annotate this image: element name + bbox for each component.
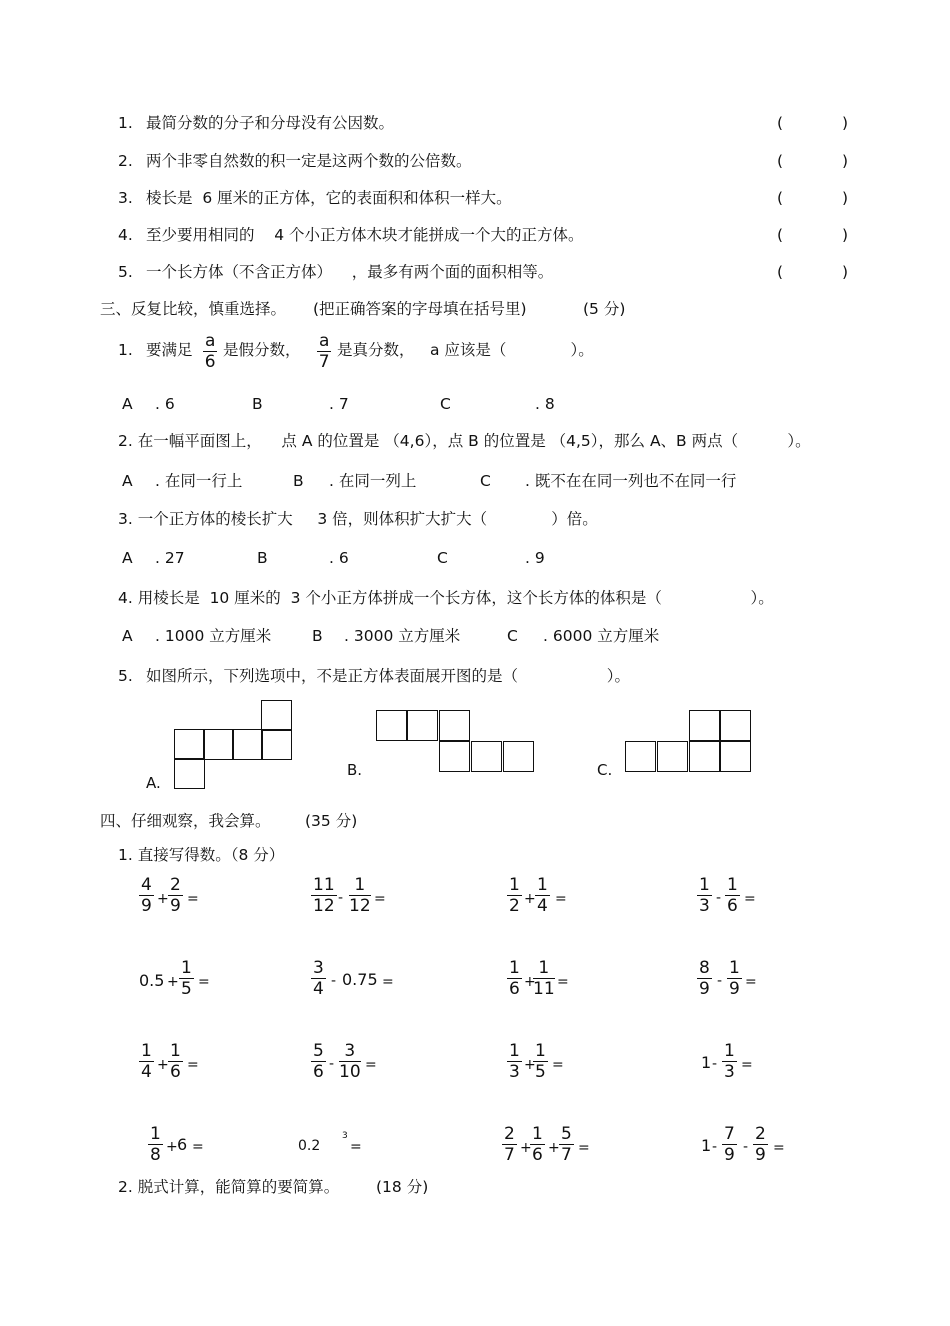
numerator: 1 [537, 875, 548, 895]
denominator: 4 [537, 896, 548, 916]
net-square [232, 729, 263, 760]
numerator: 1 [181, 958, 192, 978]
numerator: 5 [561, 1124, 572, 1144]
fraction [722, 1126, 737, 1164]
fraction [727, 960, 742, 998]
section3-score: (5 分) [583, 300, 626, 318]
net-square [261, 700, 292, 731]
plus: + [520, 1140, 532, 1156]
numerator: 1 [170, 1041, 181, 1061]
denominator: 12 [313, 896, 335, 916]
net-square [503, 741, 534, 772]
q1-option-b-letter[interactable]: B [252, 395, 263, 413]
numerator: 1 [535, 1041, 546, 1061]
numerator: 1 [141, 1041, 152, 1061]
fraction [535, 877, 550, 915]
q1-frac1-num: a [205, 331, 216, 351]
fraction [502, 1126, 517, 1164]
fraction [349, 877, 371, 915]
denominator: 2 [509, 896, 520, 916]
net-square [261, 729, 292, 760]
numerator: 8 [699, 958, 710, 978]
equals[interactable]: = [192, 1139, 204, 1155]
q4-option-a-text: . 1000 立方厘米 [155, 627, 272, 645]
denominator: 4 [313, 979, 324, 999]
q2-option-b-letter[interactable]: B [293, 472, 304, 490]
denominator: 8 [150, 1145, 161, 1165]
judge-2-text: 两个非零自然数的积一定是这两个数的公倍数。 [146, 152, 472, 170]
q1-frac2-den: 7 [318, 352, 330, 372]
net-square [174, 729, 205, 760]
net-square [720, 710, 751, 741]
numerator: 3 [344, 1041, 356, 1061]
q1-option-c-text: . 8 [535, 395, 555, 413]
fraction [179, 960, 194, 998]
fraction [168, 1043, 183, 1081]
numerator: 5 [313, 1041, 324, 1061]
figure-b-label: B. [347, 761, 363, 779]
fraction [559, 1126, 574, 1164]
fraction [725, 877, 740, 915]
plus: + [157, 1057, 169, 1073]
q3-option-a-text: . 27 [155, 549, 185, 567]
q1-fraction-a6 [203, 333, 217, 371]
denominator: 6 [509, 979, 520, 999]
q3-option-b-letter[interactable]: B [257, 549, 268, 567]
net-square [439, 710, 470, 741]
plus: + [166, 1139, 178, 1155]
numerator: 1 [532, 1124, 543, 1144]
denominator: 10 [339, 1062, 361, 1082]
decimal-number: 0.5 [139, 971, 165, 990]
fraction [507, 877, 522, 915]
judge-2-no: 2. [118, 152, 133, 170]
plus: + [524, 1057, 536, 1073]
fraction [530, 1126, 545, 1164]
fraction [533, 1043, 548, 1081]
judge-3-no: 3. [118, 189, 133, 207]
judge-1-no: 1. [118, 114, 133, 132]
minus: - [712, 1056, 718, 1072]
fraction [139, 1043, 154, 1081]
exponent: 3 [342, 1131, 348, 1141]
denominator: 11 [533, 979, 555, 999]
minus: - [329, 1056, 335, 1072]
equals[interactable]: = [557, 974, 569, 990]
denominator: 3 [699, 896, 710, 916]
denominator: 7 [504, 1145, 515, 1165]
q3-option-c-text: . 9 [525, 549, 545, 567]
denominator: 6 [727, 896, 738, 916]
fraction [533, 960, 555, 998]
section4-sub2-score: (18 分) [376, 1178, 429, 1196]
fraction [753, 1126, 768, 1164]
numerator: 1 [150, 1124, 161, 1144]
judge-5-paren-open[interactable]: ( [777, 263, 784, 281]
section4-sub1: 1. 直接写得数。（8 分） [118, 846, 285, 864]
figure-c-label: C. [597, 761, 613, 779]
net-square [203, 729, 234, 760]
minus: - [716, 890, 722, 906]
q1-frac2-num: a [319, 331, 330, 351]
q1-mid2: 是真分数， [337, 341, 415, 359]
fraction [339, 1043, 361, 1081]
q2-text: 2. 在一幅平面图上， 点 A 的位置是 （4,6），点 B 的位置是 （4,5），那么 A、B 两点（ ）。 [118, 432, 811, 450]
denominator: 9 [699, 979, 710, 999]
net-square [625, 741, 656, 772]
fraction [697, 877, 712, 915]
denominator: 5 [181, 979, 192, 999]
equals[interactable]: = [187, 891, 199, 907]
plus: + [548, 1140, 560, 1156]
denominator: 9 [755, 1145, 766, 1165]
q2-option-a-letter[interactable]: A [122, 472, 133, 490]
q1-no: 1. [118, 341, 133, 359]
integer-number: 1 [701, 1053, 712, 1072]
denominator: 9 [729, 979, 740, 999]
plus: + [157, 891, 169, 907]
numerator: 3 [313, 958, 324, 978]
judge-2-paren-close: ) [842, 152, 849, 170]
equals[interactable]: = [745, 974, 757, 990]
equals[interactable]: = [552, 1057, 564, 1073]
fraction [168, 877, 183, 915]
numerator: 2 [170, 875, 181, 895]
minus: - [717, 973, 723, 989]
denominator: 5 [535, 1062, 546, 1082]
numerator: 11 [313, 875, 335, 895]
numerator: 1 [509, 958, 520, 978]
numerator: 4 [141, 875, 152, 895]
q1-option-a-letter[interactable]: A [122, 395, 133, 413]
q4-text: 4. 用棱长是 10 厘米的 3 个小正方体拼成一个长方体，这个长方体的体积是（ ）。 [118, 589, 774, 607]
denominator: 6 [170, 1062, 181, 1082]
denominator: 3 [509, 1062, 520, 1082]
net-square [657, 741, 688, 772]
fraction [507, 960, 522, 998]
denominator: 6 [532, 1145, 543, 1165]
section4-sub2: 2. 脱式计算，能简算的要简算。 [118, 1178, 340, 1196]
judge-4-paren-close: ) [842, 226, 849, 244]
judge-3-paren-open[interactable]: ( [777, 189, 784, 207]
q1-option-b-text: . 7 [329, 395, 349, 413]
q1-option-a-text: . 6 [155, 395, 175, 413]
q2-option-c-letter[interactable]: C [480, 472, 491, 490]
denominator: 7 [561, 1145, 572, 1165]
net-square [439, 741, 470, 772]
equals[interactable]: = [365, 1057, 377, 1073]
numerator: 7 [724, 1124, 735, 1144]
section4-title: 四、仔细观察，我会算。 [100, 812, 271, 830]
equals[interactable]: = [773, 1140, 785, 1156]
judge-4-paren-open[interactable]: ( [777, 226, 784, 244]
q1-tail[interactable]: a 应该是（ ）。 [430, 341, 594, 359]
q1-pre: 要满足 [146, 341, 193, 359]
numerator: 2 [755, 1124, 766, 1144]
net-square [720, 741, 751, 772]
judge-4-no: 4. [118, 226, 133, 244]
numerator: 1 [509, 1041, 520, 1061]
fraction [311, 960, 326, 998]
q1-fraction-a7 [317, 333, 331, 371]
numerator: 1 [729, 958, 740, 978]
numerator: 1 [724, 1041, 735, 1061]
net-square [407, 710, 438, 741]
q1-frac1-den: 6 [204, 352, 216, 372]
minus: - [712, 1139, 718, 1155]
net-square [689, 710, 720, 741]
plus: + [524, 891, 536, 907]
denominator: 9 [724, 1145, 735, 1165]
numerator: 2 [504, 1124, 515, 1144]
equals[interactable]: = [555, 891, 567, 907]
equals[interactable]: = [741, 1057, 753, 1073]
q3-option-b-text: . 6 [329, 549, 349, 567]
numerator: 1 [509, 875, 520, 895]
fraction [148, 1126, 163, 1164]
plus: + [524, 974, 536, 990]
judge-5-text: 一个长方体（不含正方体） ，最多有两个面的面积相等。 [146, 263, 554, 281]
fraction [507, 1043, 522, 1081]
q5-text: 如图所示，下列选项中，不是正方体表面展开图的是（ ）。 [146, 667, 630, 685]
equals[interactable]: = [744, 891, 756, 907]
judge-5-paren-close: ) [842, 263, 849, 281]
denominator: 9 [170, 896, 181, 916]
q2-option-a-text: . 在同一行上 [155, 472, 243, 490]
fraction [311, 877, 337, 915]
fraction [722, 1043, 737, 1081]
q4-option-c-letter[interactable]: C [507, 627, 518, 645]
q4-option-b-letter[interactable]: B [312, 627, 323, 645]
net-square [689, 741, 720, 772]
equals[interactable]: = [187, 1057, 199, 1073]
judge-4-text: 至少要用相同的 4 个小正方体木块才能拼成一个大的正方体。 [146, 226, 584, 244]
equals[interactable]: = [578, 1140, 590, 1156]
decimal-number: 0.75 [342, 970, 378, 989]
net-square [174, 758, 205, 789]
fraction [697, 960, 712, 998]
net-square [471, 741, 502, 772]
section3-note: (把正确答案的字母填在括号里) [313, 300, 527, 318]
equals[interactable]: = [382, 974, 394, 990]
judge-1-text: 最简分数的分子和分母没有公因数。 [146, 114, 395, 132]
judge-5-no: 5. [118, 263, 133, 281]
figure-a-label: A. [146, 774, 161, 792]
section4-score: (35 分) [305, 812, 358, 830]
judge-3-text: 棱长是 6 厘米的正方体，它的表面积和体积一样大。 [146, 189, 512, 207]
minus: - [743, 1139, 749, 1155]
fraction [311, 1043, 326, 1081]
q3-option-a-letter[interactable]: A [122, 549, 133, 567]
q4-option-a-letter[interactable]: A [122, 627, 133, 645]
judge-3-paren-close: ) [842, 189, 849, 207]
judge-2-paren-open[interactable]: ( [777, 152, 784, 170]
fraction [139, 877, 154, 915]
q1-mid1: 是假分数， [223, 341, 301, 359]
q5-no: 5. [118, 667, 133, 685]
q3-text: 3. 一个正方体的棱长扩大 3 倍，则体积扩大扩大（ ）倍。 [118, 510, 598, 528]
q1-option-c-letter[interactable]: C [440, 395, 451, 413]
denominator: 12 [349, 896, 371, 916]
q3-option-c-letter[interactable]: C [437, 549, 448, 567]
minus: - [338, 890, 344, 906]
judge-1-paren-open[interactable]: ( [777, 114, 784, 132]
numerator: 1 [727, 875, 738, 895]
numerator: 1 [538, 958, 550, 978]
numerator: 1 [699, 875, 710, 895]
judge-1-paren-close: ) [842, 114, 849, 132]
denominator: 9 [141, 896, 152, 916]
q2-option-c-text: . 既不在在同一列也不在同一行 [525, 472, 737, 490]
equals[interactable]: = [374, 891, 386, 907]
minus: - [331, 973, 337, 989]
q4-option-c-text: . 6000 立方厘米 [543, 627, 660, 645]
denominator: 6 [313, 1062, 324, 1082]
section3-title: 三、反复比较，慎重选择。 [100, 300, 287, 318]
integer-number: 6 [177, 1135, 188, 1154]
equals[interactable]: = [198, 974, 210, 990]
integer-number: 1 [701, 1136, 712, 1155]
q2-option-b-text: . 在同一列上 [329, 472, 417, 490]
denominator: 3 [724, 1062, 735, 1082]
net-square [376, 710, 407, 741]
denominator: 4 [141, 1062, 152, 1082]
q4-option-b-text: . 3000 立方厘米 [344, 627, 461, 645]
decimal-base: 0.2 [298, 1138, 321, 1154]
plus: + [167, 974, 179, 990]
numerator: 1 [354, 875, 366, 895]
equals[interactable]: = [350, 1139, 362, 1155]
